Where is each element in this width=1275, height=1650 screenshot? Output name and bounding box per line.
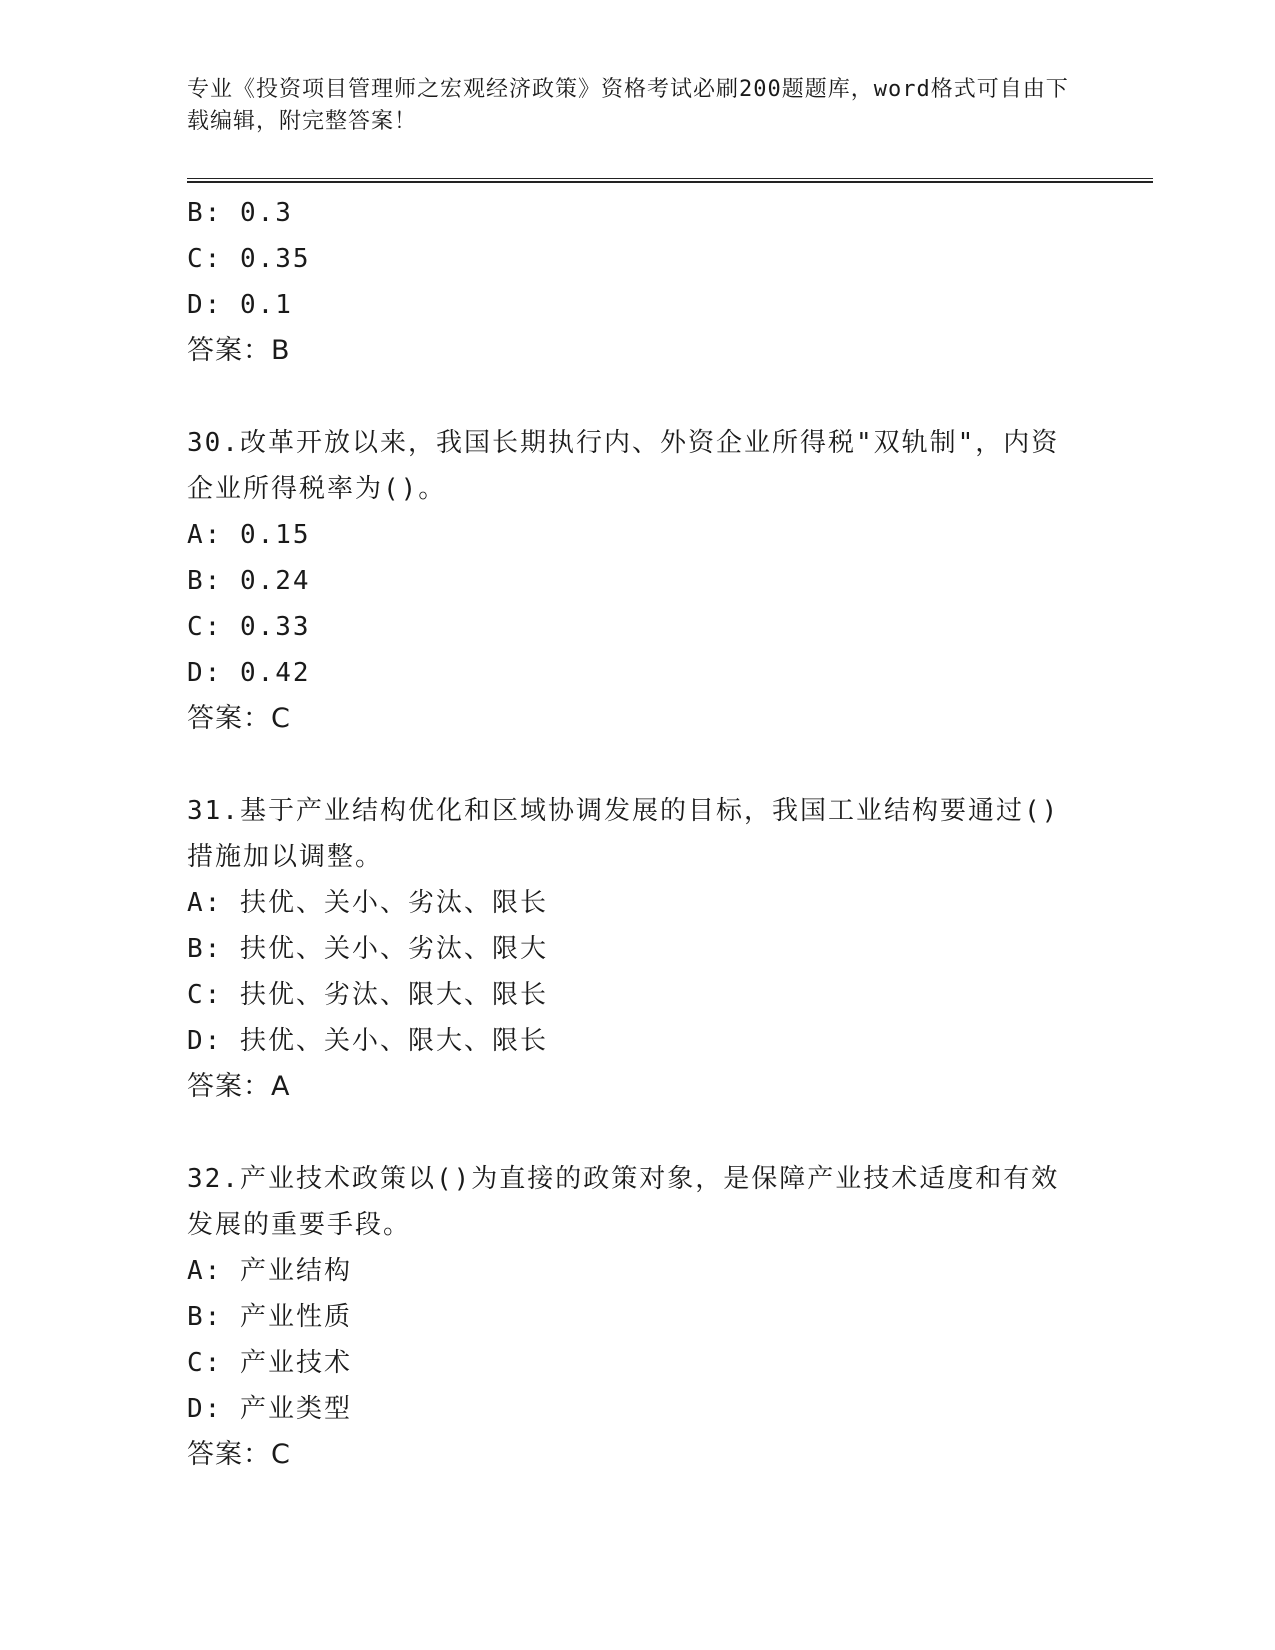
question-stem: 30.改革开放以来，我国长期执行内、外资企业所得税"双轨制"，内资企业所得税率为()。 — [187, 428, 1060, 504]
option-a: A: 扶优、关小、劣汰、限长 — [187, 888, 548, 918]
document-header — [187, 74, 1087, 138]
option-b: B: 0.24 — [187, 566, 311, 596]
option-c: C: 扶优、劣汰、限大、限长 — [187, 980, 548, 1010]
option-b: B: 产业性质 — [187, 1302, 352, 1332]
answer: 答案：B — [187, 335, 291, 366]
question-stem: 31.基于产业结构优化和区域协调发展的目标，我国工业结构要通过()措施加以调整。 — [187, 796, 1060, 872]
option-b: B: 扶优、关小、劣汰、限大 — [187, 934, 548, 964]
answer: 答案：C — [187, 703, 291, 734]
document-body — [187, 190, 1087, 1478]
question-stem: 32.产业技术政策以()为直接的政策对象，是保障产业技术适度和有效发展的重要手段。 — [187, 1164, 1060, 1240]
partial-question — [187, 190, 1087, 374]
option-d: D: 0.42 — [187, 658, 311, 688]
option-a: A: 产业结构 — [187, 1256, 352, 1286]
option-b: B: 0.3 — [187, 198, 293, 228]
option-d: D: 0.1 — [187, 290, 293, 320]
option-a: A: 0.15 — [187, 520, 311, 550]
option-c: C: 0.35 — [187, 244, 311, 274]
answer: 答案：C — [187, 1439, 291, 1470]
header-divider — [187, 178, 1153, 183]
header-title: 专业《投资项目管理师之宏观经济政策》资格考试必刷200题题库，word格式可自由下载编辑，附完整答案！ — [187, 77, 1069, 134]
option-c: C: 0.33 — [187, 612, 311, 642]
option-d: D: 扶优、关小、限大、限长 — [187, 1026, 548, 1056]
option-c: C: 产业技术 — [187, 1348, 352, 1378]
question-32 — [187, 1156, 1087, 1478]
option-d: D: 产业类型 — [187, 1394, 352, 1424]
answer: 答案：A — [187, 1071, 291, 1102]
question-31 — [187, 788, 1087, 1110]
question-30 — [187, 420, 1087, 742]
